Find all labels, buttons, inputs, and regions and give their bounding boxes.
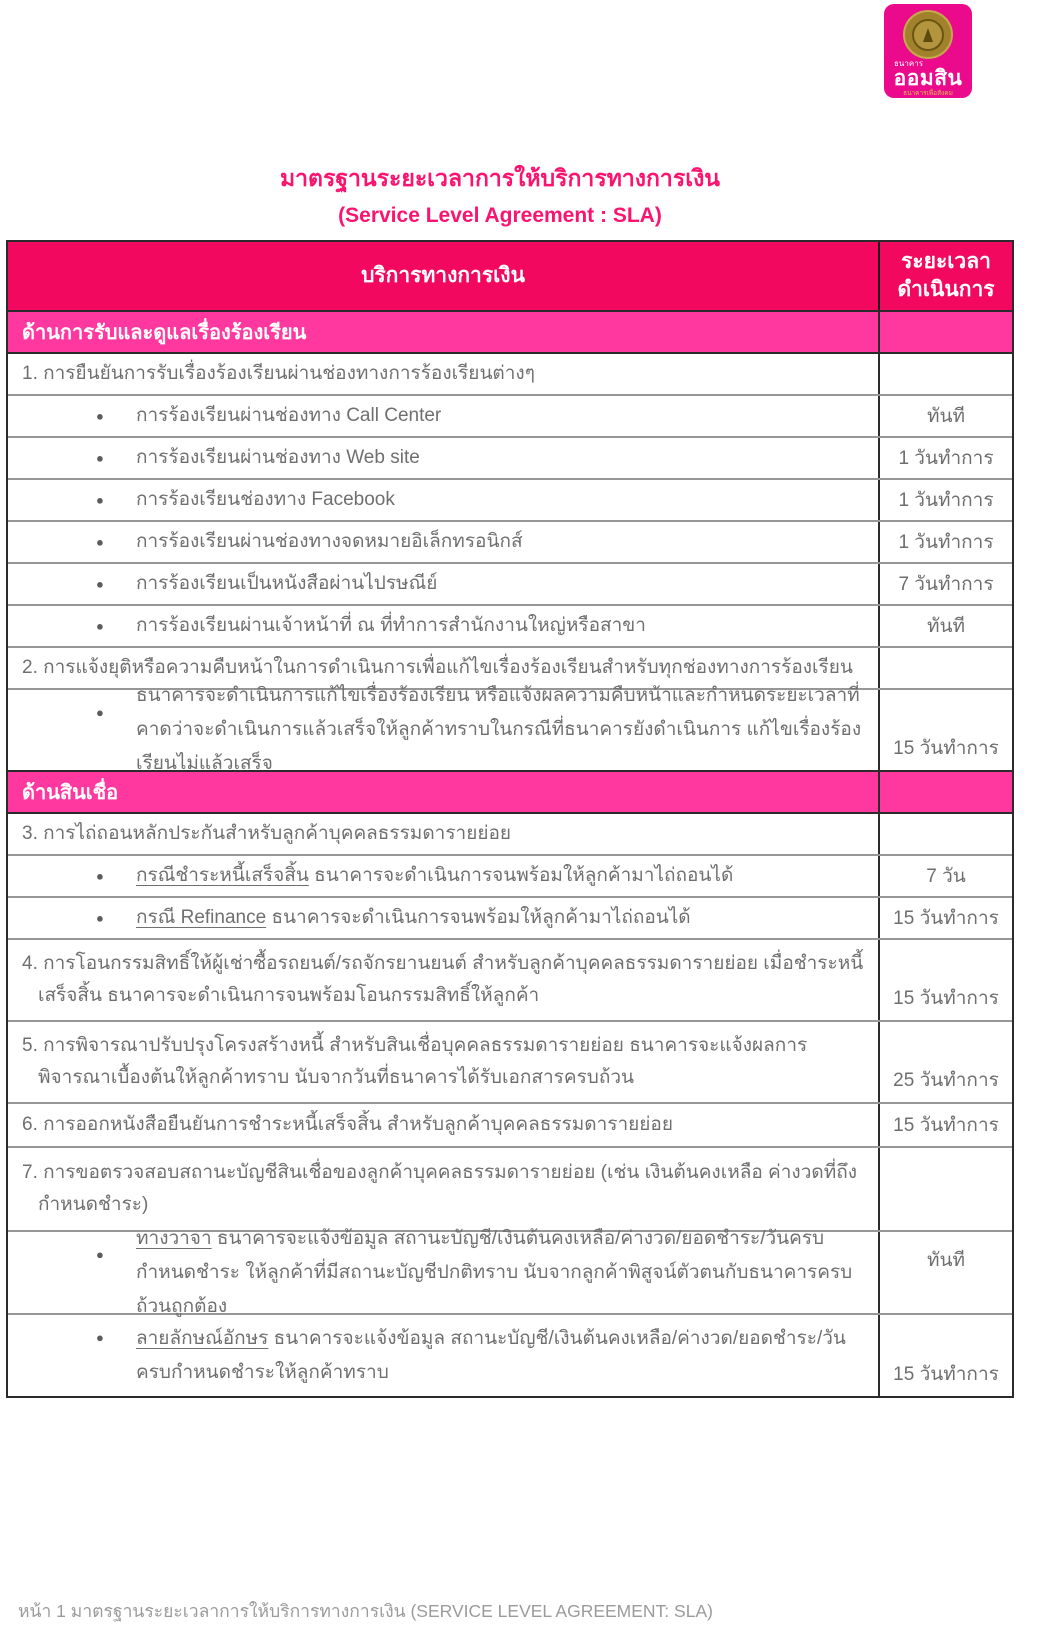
bullet-label [136,901,703,935]
page-footer: หน้า 1 มาตรฐานระยะเวลาการให้บริการทางการเงิน (SERVICE LEVEL AGREEMENT: SLA) [18,1601,713,1621]
table-row [8,562,1012,604]
duration-cell [880,814,1012,854]
table-row [8,1227,1012,1317]
duration-cell: 15 วันทำการ [893,738,999,759]
section-label: ด้านสินเชื่อ [22,782,119,804]
duration-cell [880,1148,1012,1230]
table-row [8,938,1012,1020]
bullet-rest: ธนาคารจะแจ้งข้อมูล สถานะบัญชี/เงินต้นคงเหลือ/ค่างวด/ยอดชำระ/วันครบกำหนดชำระ ให้ลูกค้าที่มีสถานะบัญชีปกติทราบ นับจากลูกค้าพิสูจน์ตัวตนกับธนาคารครบถ้วนถูกต้อง [136,1227,853,1317]
duration-cell: ทันที [926,1250,966,1271]
table-header-row [8,242,1012,310]
header-duration-line1: ระยะเวลา [901,250,991,273]
duration-cell: 25 วันทำการ [893,1070,999,1091]
duration-cell: ทันที [926,616,966,637]
bullet-label [136,859,745,893]
table-row [8,896,1012,938]
bullet-icon: ● [96,910,104,926]
header-service-label: บริการทางการเงิน [361,264,525,287]
duration-cell [880,648,1012,688]
duration-cell: 15 วันทำการ [893,988,999,1009]
duration-cell: 7 วันทำการ [898,574,994,595]
duration-cell: 1 วันทำการ [898,448,994,469]
table-row [8,604,1012,646]
bullet-label: การร้องเรียนผ่านช่องทางจดหมายอิเล็กทรอนิกส์ [136,531,523,552]
item-label: 1. การยืนยันการรับเรื่องร้องเรียนผ่านช่องทางการร้องเรียนต่างๆ [22,363,535,384]
gsb-emblem-icon [903,10,953,59]
duration-cell: 7 วัน [926,866,966,887]
bullet-label [136,1322,878,1390]
bullet-label [136,1222,878,1324]
gsb-bank-logo [884,4,972,98]
bullet-label: การร้องเรียนผ่านช่องทาง Call Center [136,405,442,426]
underlined-lead: กรณีชำระหนี้เสร็จสิ้น [136,865,309,886]
item-label: 2. การแจ้งยุติหรือความคืบหน้าในการดำเนินการเพื่อแก้ไขเรื่องร้องเรียนสำหรับทุกช่องทางการร้องเรียน [22,657,853,678]
document-title [0,163,1000,231]
bullet-label: การร้องเรียนผ่านเจ้าหน้าที่ ณ ที่ทำการสำนักงานใหญ่หรือสาขา [136,615,646,636]
underlined-lead: ทางวาจา [136,1227,212,1249]
title-english: (Service Level Agreement : SLA) [338,204,662,227]
bullet-icon: ● [96,868,104,884]
header-duration-col [880,242,1012,310]
table-row [8,1313,1012,1396]
bullet-icon: ● [96,576,104,592]
header-duration-line2: ดำเนินการ [897,278,995,301]
bullet-icon: ● [96,1247,104,1262]
table-row [8,394,1012,436]
underlined-lead: กรณี Refinance [136,907,267,928]
duration-cell: 15 วันทำการ [893,1364,999,1385]
table-row [8,436,1012,478]
logo-tagline: ธนาคารเพื่อสังคม [903,90,953,97]
section-row-complaints [8,310,1012,352]
bullet-label: ธนาคารจะดำเนินการแก้ไขเรื่องร้องเรียน หรือแจ้งผลความคืบหน้าและกำหนดระยะเวลาที่คาดว่าจะดำเนินการแล้วเสร็จให้ลูกค้าทราบในกรณีที่ธนาคารยังดำเนินการ แก้ไขเรื่องร้องเรียนไม่แล้วเสร็จ [136,685,862,774]
duration-cell [880,354,1012,394]
item-label: 4. การโอนกรรมสิทธิ์ให้ผู้เช่าซื้อรถยนต์/รถจักรยานยนต์ สำหรับลูกค้าบุคคลธรรมดารายย่อย เมื่อชำระหนี้เสร็จสิ้น ธนาคารจะดำเนินการจนพร้อมโอนกรรมสิทธิ์ให้ลูกค้า [22,953,864,1006]
sla-table [6,240,1014,1398]
section-label: ด้านการรับและดูแลเรื่องร้องเรียน [22,322,307,344]
table-row [8,478,1012,520]
section-row-loans [8,770,1012,812]
duration-cell: ทันที [926,406,966,427]
logo-bank-name: ออมสิน [893,67,963,90]
table-row [8,1102,1012,1146]
bullet-rest: ธนาคารจะดำเนินการจนพร้อมให้ลูกค้ามาไถ่ถอนได้ [308,865,734,886]
item-label: 5. การพิจารณาปรับปรุงโครงสร้างหนี้ สำหรับสินเชื่อบุคคลธรรมดารายย่อย ธนาคารจะแจ้งผลการพิจารณาเบื้องต้นให้ลูกค้าทราบ นับจากวันที่ธนาคารได้รับเอกสารครบถ้วน [22,1035,808,1088]
bullet-label: การร้องเรียนเป็นหนังสือผ่านไปรษณีย์ [136,573,438,594]
bullet-rest: ธนาคารจะดำเนินการจนพร้อมให้ลูกค้ามาไถ่ถอนได้ [266,907,691,928]
pagoda-icon [923,28,933,42]
table-row [8,352,1012,394]
table-row [8,854,1012,896]
bullet-rest: ธนาคารจะแจ้งข้อมูล สถานะบัญชี/เงินต้นคงเหลือ/ค่างวด/ยอดชำระ/วันครบกำหนดชำระให้ลูกค้าทราบ [136,1327,846,1383]
underlined-lead: ลายลักษณ์อักษร [136,1327,269,1349]
bullet-label: การร้องเรียนผ่านช่องทาง Web site [136,447,420,468]
duration-cell: 1 วันทำการ [898,490,994,511]
table-row [8,520,1012,562]
bullet-icon: ● [96,618,104,634]
logo-bank-word: ธนาคาร [894,59,923,68]
duration-cell: 1 วันทำการ [898,532,994,553]
table-row [8,812,1012,854]
bullet-icon: ● [96,534,104,550]
header-service-col [8,242,880,310]
title-thai: มาตรฐานระยะเวลาการให้บริการทางการเงิน [279,165,721,191]
table-row [8,1020,1012,1102]
bullet-label: การร้องเรียนช่องทาง Facebook [136,489,395,510]
bullet-icon: ● [96,705,104,720]
table-row [8,685,1012,774]
item-label: 3. การไถ่ถอนหลักประกันสำหรับลูกค้าบุคคลธรรมดารายย่อย [22,823,512,844]
bullet-icon: ● [96,1330,104,1345]
bullet-icon: ● [96,450,104,466]
duration-cell: 15 วันทำการ [893,1115,999,1136]
bullet-icon: ● [96,492,104,508]
item-label: 7. การขอตรวจสอบสถานะบัญชีสินเชื่อของลูกค้าบุคคลธรรมดารายย่อย (เช่น เงินต้นคงเหลือ ค่างวดที่ถึงกำหนดชำระ) [22,1162,858,1215]
bullet-icon: ● [96,408,104,424]
gsb-emblem-inner [912,19,944,51]
item-label: 6. การออกหนังสือยืนยันการชำระหนี้เสร็จสิ้น สำหรับลูกค้าบุคคลธรรมดารายย่อย [22,1114,673,1135]
table-row [8,1146,1012,1230]
duration-cell: 15 วันทำการ [893,908,999,929]
